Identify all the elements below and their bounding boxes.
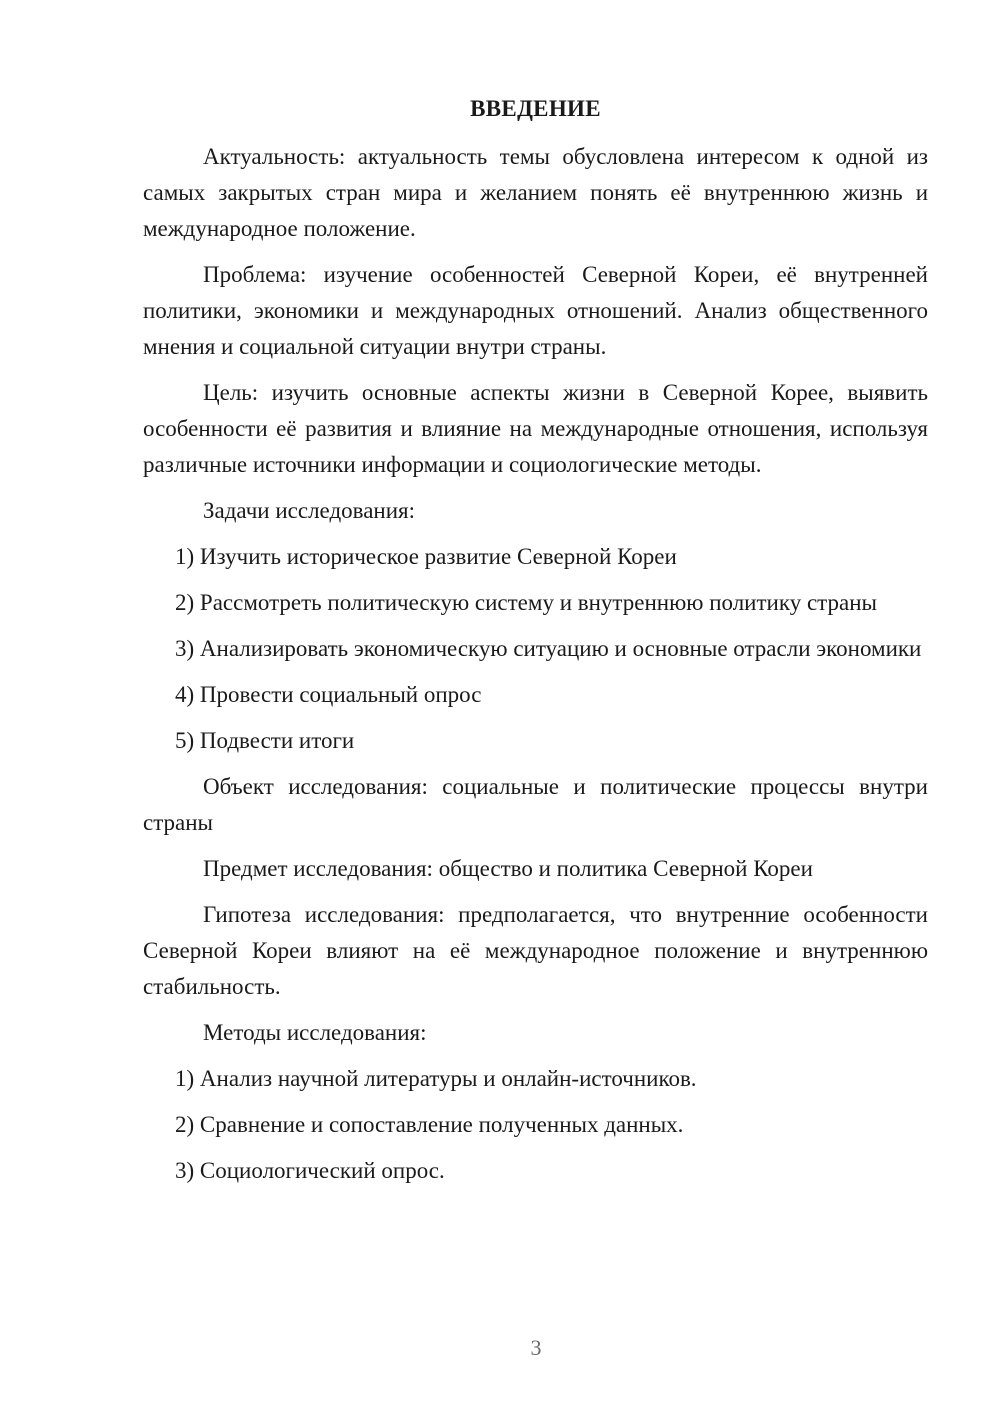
problem-paragraph: Проблема: изучение особенностей Северной Кореи, её внутренней политики, экономики и международных отношений. Анализ общественного мнения и социальной ситуации внутри страны. xyxy=(143,262,928,359)
method-item: 2) Сравнение и сопоставление полученных данных. xyxy=(175,1112,684,1137)
goal-paragraph: Цель: изучить основные аспекты жизни в Северной Корее, выявить особенности её развития и влияние на международные отношения, используя различные источники информации и социологические методы. xyxy=(143,380,928,477)
task-item: 5) Подвести итоги xyxy=(175,728,355,753)
hypothesis-paragraph: Гипотеза исследования: предполагается, что внутренние особенности Северной Кореи влияют на её международное положение и внутреннюю стабильность. xyxy=(143,902,928,999)
document-body xyxy=(143,91,928,1199)
task-item: 1) Изучить историческое развитие Северной Кореи xyxy=(175,544,677,569)
section-title: ВВЕДЕНИЕ xyxy=(470,96,601,121)
method-item: 1) Анализ научной литературы и онлайн-источников. xyxy=(175,1066,697,1091)
method-item: 3) Социологический опрос. xyxy=(175,1158,445,1183)
subject-paragraph: Предмет исследования: общество и политика Северной Кореи xyxy=(203,856,813,881)
tasks-heading: Задачи исследования: xyxy=(203,498,416,523)
object-paragraph: Объект исследования: социальные и политические процессы внутри страны xyxy=(143,774,928,835)
task-item: 3) Анализировать экономическую ситуацию и основные отрасли экономики xyxy=(175,636,922,661)
task-item: 4) Провести социальный опрос xyxy=(175,682,482,707)
page-number: 3 xyxy=(530,1335,542,1360)
relevance-paragraph: Актуальность: актуальность темы обусловлена интересом к одной из самых закрытых стран мира и желанием понять её внутреннюю жизнь и международное положение. xyxy=(143,144,928,241)
methods-heading: Методы исследования: xyxy=(203,1020,427,1045)
task-item: 2) Рассмотреть политическую систему и внутреннюю политику страны xyxy=(175,590,877,615)
